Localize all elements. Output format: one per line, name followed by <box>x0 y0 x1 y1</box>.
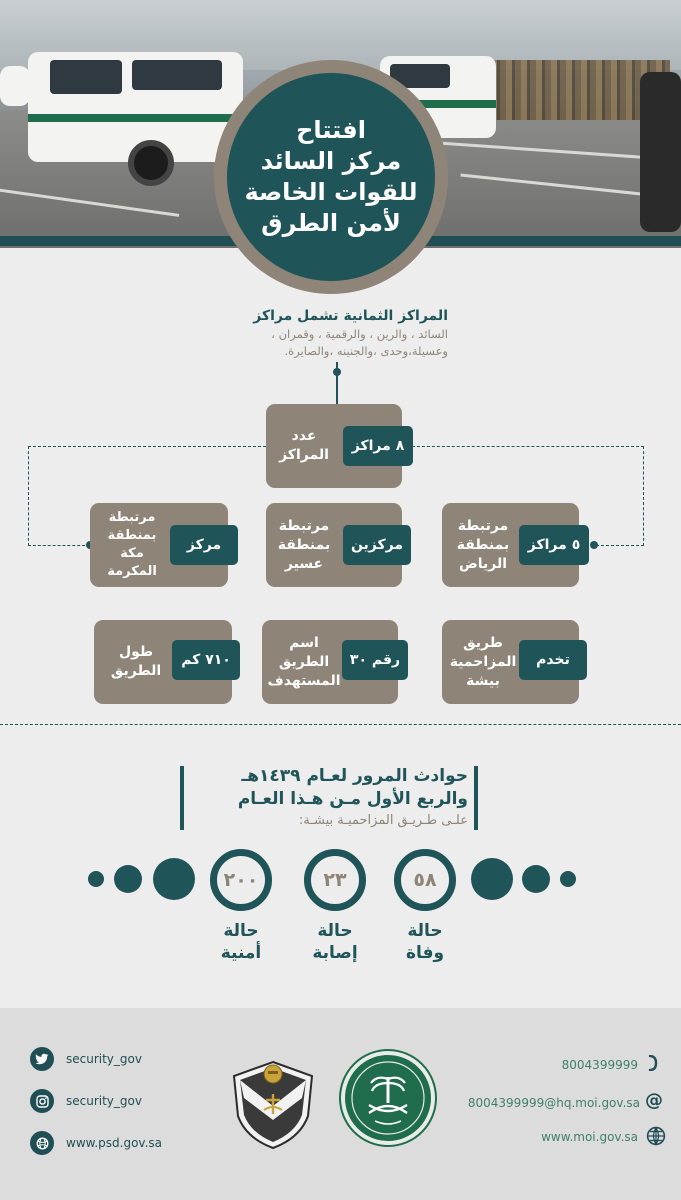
stat-deaths-value: ٥٨ <box>394 849 456 911</box>
phone-number[interactable]: 8004399999 <box>561 1058 638 1072</box>
decor-circle <box>88 871 104 887</box>
public-security-logo <box>228 1058 318 1150</box>
vehicle-wheel <box>128 140 174 186</box>
title-badge <box>227 73 435 281</box>
road-length-value-chip: ٧١٠ كم <box>172 640 240 680</box>
phone-icon[interactable] <box>648 1055 658 1075</box>
twitter-handle[interactable]: security_gov <box>66 1052 142 1066</box>
serves-value-chip: تخدم <box>519 640 587 680</box>
box-label: مرتبطة بمنطقة الرياض <box>456 517 510 572</box>
box-label: طريق المزاحمية بيشة <box>449 634 517 689</box>
connector-dash <box>28 545 90 546</box>
twitter-icon[interactable] <box>30 1047 54 1071</box>
intro-line: السائد ، والرين ، والرقمية ، وقمران ، <box>271 327 448 341</box>
accent-bar-right <box>474 766 478 830</box>
connector-dot <box>590 541 598 549</box>
stat-injuries-value: ٢٣ <box>304 849 366 911</box>
instagram-handle[interactable]: security_gov <box>66 1094 142 1108</box>
makkah-value-chip: مركز <box>170 525 238 565</box>
intro-heading: المراكز الثمانية تشمل مراكز <box>253 308 448 324</box>
palm-swords-icon <box>345 1055 431 1141</box>
patrol-vehicle-edge <box>0 66 30 106</box>
road-name-value-chip: رقم ٣٠ <box>342 640 408 680</box>
stat-injuries-label: حالة إصابة <box>312 921 358 963</box>
moi-website-link[interactable]: www.moi.gov.sa <box>541 1130 638 1144</box>
vehicle-far-right <box>640 72 681 232</box>
at-sign-icon: @ <box>645 1090 663 1111</box>
accidents-line: والربع الأول مـن هـذا العـام <box>237 789 468 809</box>
connector-dash <box>402 446 644 447</box>
riyadh-value-chip: ٥ مراكز <box>519 525 589 565</box>
box-label: اسم الطريق المستهدف <box>267 634 341 689</box>
connector-dash <box>596 545 644 546</box>
count-value-chip: ٨ مراكز <box>343 426 413 466</box>
stat-security-value: ٢٠٠ <box>210 849 272 911</box>
accidents-line: حوادث المرور لعـام ١٤٣٩هـ <box>241 766 468 786</box>
centers-intro <box>236 306 448 360</box>
web-icon[interactable] <box>30 1131 54 1155</box>
decor-circle <box>560 871 576 887</box>
decor-circle <box>471 858 513 900</box>
accent-bar-left <box>180 766 184 830</box>
box-label: طول الطريق <box>110 644 162 679</box>
globe-icon[interactable] <box>646 1126 666 1150</box>
asir-value-chip: مركزين <box>343 525 411 565</box>
connector-dash <box>28 446 266 447</box>
accidents-heading <box>196 765 468 830</box>
title-line: مركز السائد <box>260 147 402 175</box>
stat-security-label: حالة أمنية <box>220 921 262 963</box>
connector-dash <box>28 446 29 546</box>
decor-circle <box>522 865 550 893</box>
decor-circle <box>114 865 142 893</box>
instagram-icon[interactable] <box>30 1089 54 1113</box>
website-link[interactable]: www.psd.gov.sa <box>66 1136 163 1150</box>
connector-dot <box>333 368 341 376</box>
stat-deaths-label: حالة وفاة <box>405 921 445 963</box>
connector-dash <box>643 446 644 546</box>
intro-line: وعسيلة،وحدى ،والجنينه ،والصايرة. <box>284 344 448 358</box>
title-line: لأمن الطرق <box>261 209 401 237</box>
section-divider <box>0 724 681 725</box>
box-label: مرتبطة بمنطقة مكة المكرمة <box>107 510 157 579</box>
title-line: للقوات الخاصة <box>244 178 418 206</box>
box-label: مرتبطة بمنطقة عسير <box>277 517 331 572</box>
email-link[interactable]: 8004399999@hq.moi.gov.sa <box>467 1096 640 1110</box>
accidents-subline: علـى طـريـق المزاحميـة بيشـة: <box>298 813 468 828</box>
decor-circle <box>153 858 195 900</box>
box-label: عدد المراكز <box>279 428 329 463</box>
title-line: افتتاح <box>296 116 366 144</box>
